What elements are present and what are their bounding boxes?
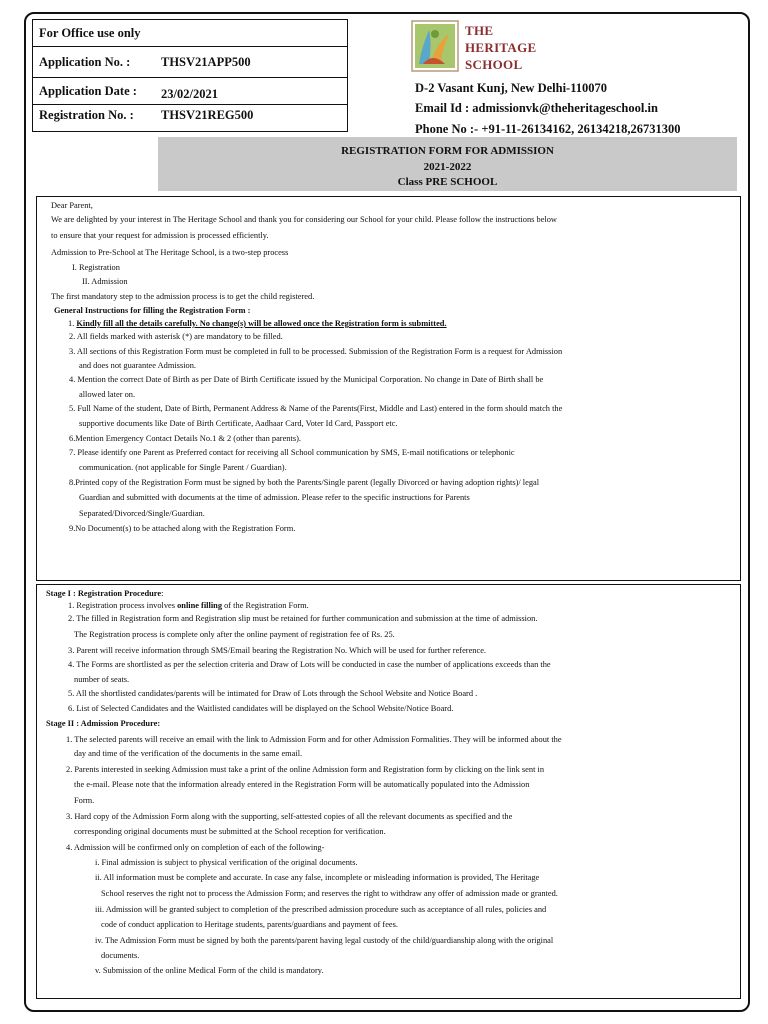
procedure-item: 3. Parent will receive information through SMS/Email bearing the Registration No. Which will be used for further reference. [68,646,487,655]
procedure-item: the e-mail. Please note that the information already entered in the Registration Form will be automatically populated into the Admission [74,780,530,789]
instruction-item: 2. All fields marked with asterisk (*) are mandatory to be filled. [69,332,283,341]
section-heading: General Instructions for filling the Registration Form : [54,306,251,315]
application-no-label: Application No. : [39,55,131,69]
instruction-item: communication. (not applicable for Single Parent / Guardian). [79,463,287,472]
condition-item: code of conduct application to Heritage students, parents/guardians and payment of fees. [101,920,398,929]
school-name-line: THE [465,23,494,38]
stage-heading: Stage II : Admission Procedure: [46,719,161,728]
intro-text: The first mandatory step to the admission process is to get the child registered. [51,292,315,301]
intro-text: Admission to Pre-School at The Heritage School, is a two-step process [51,248,289,257]
condition-item: iv. The Admission Form must be signed by both the parents/parent having legal custody of the child/guardianship along with the original [95,936,554,945]
condition-item: ii. All information must be complete and accurate. In case any false, incomplete or misleading information is provided, The Heritage [95,873,540,882]
school-name-line: HERITAGE [465,40,537,55]
instruction-item: 6.Mention Emergency Contact Details No.1 & 2 (other than parents). [69,434,301,443]
instruction-item: 1. Kindly fill all the details carefully. No change(s) will be allowed once the Registration form is submitted. [68,319,447,328]
procedure-item: 3. Hard copy of the Admission Form along with the supporting, self-attested copies of all the relevant documents as specified and the [66,812,513,821]
procedure-item: Form. [74,796,95,805]
school-email: Email Id : admissionvk@theheritageschool.in [415,101,658,115]
procedure-item: day and time of the verification of the documents in the same email. [74,749,303,758]
registration-no-value: THSV21REG500 [161,108,254,122]
instruction-item: 4. Mention the correct Date of Birth as per Date of Birth Certificate issued by the Municipal Corporation. No change in Date of Birth shall be [69,375,544,384]
step-item: I. Registration [72,263,120,272]
form-title-banner [158,137,737,191]
instruction-item: 3. All sections of this Registration Form must be completed in full to be processed. Submission of the Registration Form is a request for Admission [69,347,563,356]
procedure-item: 4. The Forms are shortlisted as per the selection criteria and Draw of Lots will be conducted in case the number of applications exceeds than the [68,660,551,669]
greeting: Dear Parent, [51,201,93,210]
procedure-item: number of seats. [74,675,130,684]
procedure-item: 5. All the shortlisted candidates/parents will be intimated for Draw of Lots through the School Website and Notice Board . [68,689,478,698]
divider [33,104,347,105]
office-use-box [32,19,348,132]
procedure-item: 1. Registration process involves online filling of the Registration Form. [68,601,309,610]
condition-item: School reserves the right not to process the Admission Form; and reserves the right to withdraw any offer of admission made or granted. [101,889,558,898]
instruction-item: supportive documents like Date of Birth Certificate, Aadhaar Card, Voter Id Card, Passport etc. [79,419,398,428]
school-name [465,22,537,73]
procedure-item: corresponding original documents must be submitted at the School reception for verification. [74,827,386,836]
procedure-item: 6. List of Selected Candidates and the Waitlisted candidates will be displayed on the School Website/Notice Board. [68,704,454,713]
school-phone: Phone No :- +91-11-26134162, 26134218,26731300 [415,122,681,136]
instruction-item: 7. Please identify one Parent as Preferred contact for receiving all School communication by SMS, E-mail notifications or telephonic [69,448,515,457]
condition-item: v. Submission of the online Medical Form of the child is mandatory. [95,966,324,975]
intro-text: We are delighted by your interest in The Heritage School and thank you for considering our School for your child. Please follow the instructions below [51,215,557,224]
procedure-item: 2. The filled in Registration form and Registration slip must be retained for further communication and submission at the time of admission. [68,614,538,623]
school-name-line: SCHOOL [465,57,523,72]
intro-text: to ensure that your request for admission is processed efficiently. [51,231,269,240]
procedure-item: 1. The selected parents will receive an email with the link to Admission Form and for other Admission Formalities. They will be informed about the [66,735,562,744]
registration-no-label: Registration No. : [39,108,134,122]
application-date-label: Application Date : [39,84,137,98]
procedure-item: 2. Parents interested in seeking Admission must take a print of the online Admission form and Registration form by clicking on the link sent in [66,765,545,774]
instruction-item: 5. Full Name of the student, Date of Birth, Permanent Address & Name of the Parents(First, Middle and Last) entered in the form should match the [69,404,563,413]
divider [33,46,347,47]
office-heading: For Office use only [39,26,141,40]
academic-year: 2021-2022 [423,160,472,173]
condition-item: iii. Admission will be granted subject to completion of the prescribed admission procedure such as acceptance of all rules, policies and [95,905,547,914]
instruction-item: Guardian and submitted with documents at the time of admission. Please refer to the specific instructions for Parents [79,493,470,502]
divider [33,77,347,78]
stage-heading: Stage I : Registration Procedure: [46,589,164,598]
instruction-item: 9.No Document(s) to be attached along with the Registration Form. [69,524,296,533]
application-date-value: 23/02/2021 [161,87,218,101]
instruction-item: 8.Printed copy of the Registration Form must be signed by both the Parents/Single parent (legally Divorced or having adoption rights)/ legal [69,478,540,487]
condition-item: documents. [101,951,140,960]
procedure-box [36,584,741,999]
procedure-item: The Registration process is complete only after the online payment of registration fee of Rs. 25. [74,630,395,639]
application-no-value: THSV21APP500 [161,55,251,69]
school-address: D-2 Vasant Kunj, New Delhi-110070 [415,81,608,95]
instruction-item: allowed later on. [79,390,136,399]
instruction-item: Separated/Divorced/Single/Guardian. [79,509,205,518]
instruction-item: and does not guarantee Admission. [79,361,196,370]
instructions-box [36,196,741,581]
class-name: Class PRE SCHOOL [397,176,498,188]
school-logo [411,20,459,72]
step-item: II. Admission [82,277,128,286]
form-title: REGISTRATION FORM FOR ADMISSION [341,145,554,157]
procedure-item: 4. Admission will be confirmed only on completion of each of the following- [66,843,325,852]
condition-item: i. Final admission is subject to physical verification of the original documents. [95,858,358,867]
